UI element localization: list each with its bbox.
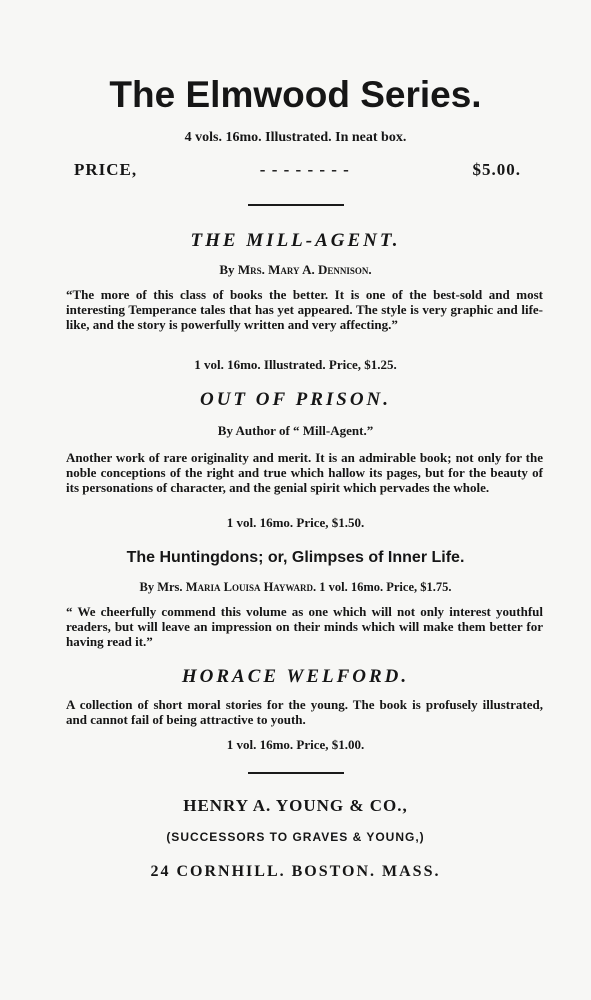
book-title-huntingdons: The Huntingdons; or, Glimpses of Inner Life.	[126, 549, 465, 566]
book-title-mill-agent: THE MILL-AGENT.	[190, 230, 401, 251]
book-title-horace-welford: HORACE WELFORD.	[181, 666, 410, 687]
byline-out-of-prison: By Author of “ Mill-Agent.”	[217, 423, 374, 438]
author-name: Maria Louisa Hayward.	[185, 580, 317, 594]
byline-mill-agent: By Mrs. Mary A. Dennison.	[219, 262, 372, 277]
series-title: The Elmwood Series.	[109, 74, 482, 115]
author-name: Mrs. Mary A. Dennison.	[237, 262, 372, 277]
volume-out-of-prison: 1 vol. 16mo. Price, $1.50.	[226, 515, 365, 530]
description-out-of-prison: Another work of rare originality and merit. It is an admirable book; not only for the noble conceptions of the right and true which hallow its pages, but for the beauty of its personations of character, and the genial spirit which pervades the whole.	[66, 450, 543, 495]
price-value: $5.00.	[472, 160, 521, 179]
price-label: PRICE,	[74, 160, 138, 179]
divider-rule	[248, 772, 344, 774]
publisher-successors: (SUCCESSORS TO GRAVES & YOUNG,)	[166, 830, 425, 844]
volume-mill-agent: 1 vol. 16mo. Illustrated. Price, $1.25.	[194, 357, 397, 372]
series-price-row	[74, 160, 521, 180]
divider-rule	[248, 204, 344, 206]
quote-mill-agent: “The more of this class of books the better. It is one of the best-sold and most interesting Temperance tales that has yet appeared. The style is very graphic and life-like, and the story is powerfully written and very affecting.”	[66, 287, 543, 332]
publisher-address: 24 CORNHILL. BOSTON. MASS.	[150, 863, 441, 880]
quote-huntingdons: “ We cheerfully commend this volume as one which will not only interest youthful readers, but will leave an impression on their minds which will make them better for having read it.”	[66, 604, 543, 649]
series-subtitle: 4 vols. 16mo. Illustrated. In neat box.	[184, 130, 407, 145]
publisher-name: HENRY A. YOUNG & CO.,	[183, 796, 408, 815]
byline-huntingdons: By Mrs. Maria Louisa Hayward. 1 vol. 16mo. Price, $1.75.	[139, 580, 452, 594]
price-dashes: - - - - - - - -	[259, 160, 350, 179]
description-horace-welford: A collection of short moral stories for the young. The book is profusely illustrated, and cannot fail of being attractive to youth.	[66, 697, 543, 727]
book-title-out-of-prison: OUT OF PRISON.	[199, 389, 392, 410]
volume-horace-welford: 1 vol. 16mo. Price, $1.00.	[226, 737, 365, 752]
